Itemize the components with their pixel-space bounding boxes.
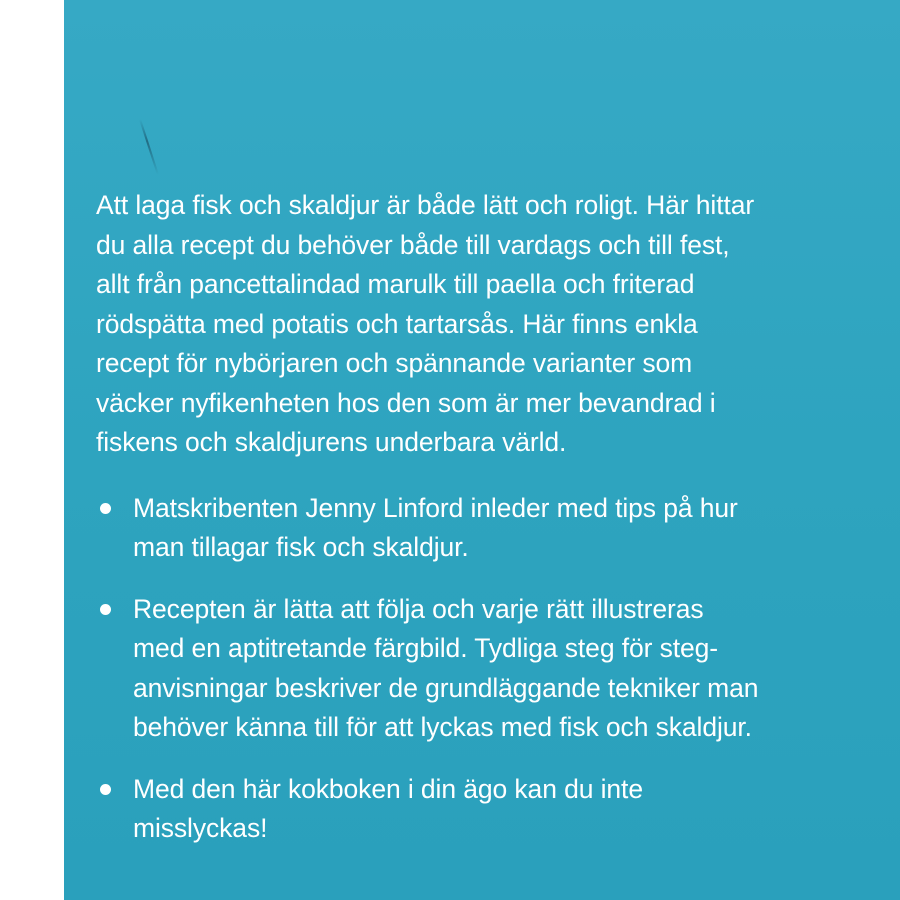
bullet-icon [100, 503, 111, 514]
feature-line: Matskribenten Jenny Linford inleder med tips på hur [133, 492, 738, 523]
intro-line: Att laga fisk och skaldjur är både lätt och roligt. Här hittar [96, 190, 755, 220]
intro-line: allt från pancettalindad marulk till paella och friterad [96, 269, 695, 299]
intro-line: recept för nybörjaren och spännande varianter som [96, 348, 693, 378]
intro-line: du alla recept du behöver både till vardags och till fest, [96, 229, 730, 260]
bullet-icon [100, 784, 111, 795]
intro-paragraph [96, 186, 896, 463]
feature-item [96, 590, 896, 748]
feature-line: misslyckas! [133, 813, 268, 843]
feature-line: behöver känna till för att lyckas med fisk och skaldjur. [133, 712, 752, 742]
feature-line: anvisningar beskriver de grundläggande tekniker man [133, 672, 759, 703]
bullet-icon [100, 604, 111, 615]
feature-text [133, 590, 896, 748]
feature-text [133, 770, 896, 849]
feature-text [133, 489, 896, 568]
feature-item [96, 489, 896, 568]
feature-line: med en aptitretande färgbild. Tydliga steg för steg- [133, 633, 719, 663]
cover-blurb [96, 186, 896, 871]
feature-line: man tillagar fisk och skaldjur. [133, 532, 469, 562]
feature-line: Med den här kokboken i din ägo kan du inte [133, 773, 643, 804]
feature-list [96, 489, 896, 849]
intro-line: väcker nyfikenheten hos den som är mer bevandrad i [96, 387, 716, 418]
intro-line: fiskens och skaldjurens underbara värld. [96, 427, 567, 457]
feature-line: Recepten är lätta att följa och varje rätt illustreras [133, 593, 704, 624]
intro-line: rödspätta med potatis och tartarsås. Här finns enkla [96, 308, 698, 339]
feature-item [96, 770, 896, 849]
